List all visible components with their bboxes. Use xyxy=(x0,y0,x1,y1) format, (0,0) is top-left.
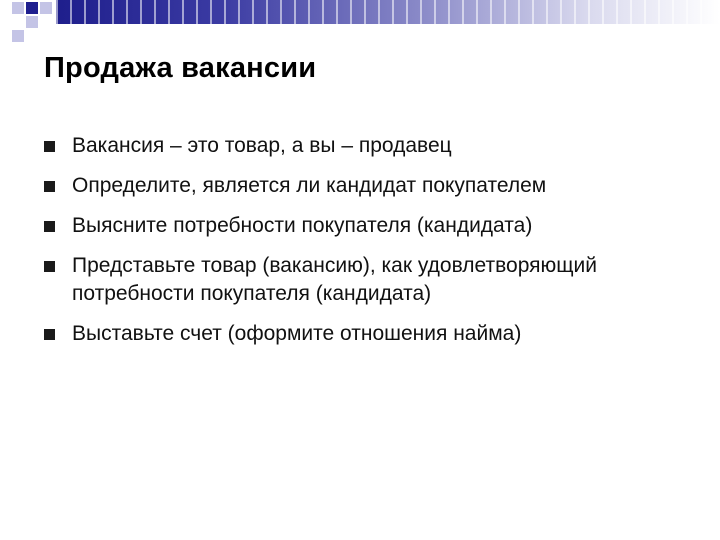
header-gradient-bar xyxy=(56,0,720,24)
bullet-item xyxy=(42,320,682,348)
square-bullet-icon xyxy=(44,141,55,152)
decor-square xyxy=(12,30,24,42)
header-bar-cells xyxy=(56,0,720,24)
bullet-text: Вакансия – это товар, а вы – продавец xyxy=(72,134,452,157)
bullet-item xyxy=(42,132,682,160)
bullet-text: Выставьте счет (оформите отношения найма) xyxy=(72,322,522,345)
square-bullet-icon xyxy=(44,261,55,272)
decor-square xyxy=(26,16,38,28)
header-decoration xyxy=(0,0,720,48)
square-bullet-icon xyxy=(44,181,55,192)
bullet-text: Выясните потребности покупателя (кандидата) xyxy=(72,214,533,237)
square-bullet-icon xyxy=(44,221,55,232)
bullet-list xyxy=(42,132,682,360)
bullet-item xyxy=(42,212,682,240)
decor-square xyxy=(26,2,38,14)
bullet-text: Определите, является ли кандидат покупателем xyxy=(72,174,547,197)
bullet-item xyxy=(42,172,682,200)
square-bullet-icon xyxy=(44,329,55,340)
bullet-text: Представьте товар (вакансию), как удовлетворяющий потребности покупателя (кандидата) xyxy=(72,254,598,305)
slide-title: Продажа вакансии xyxy=(44,52,317,84)
bullet-item xyxy=(42,252,682,308)
decor-square xyxy=(40,2,52,14)
decor-square xyxy=(12,2,24,14)
